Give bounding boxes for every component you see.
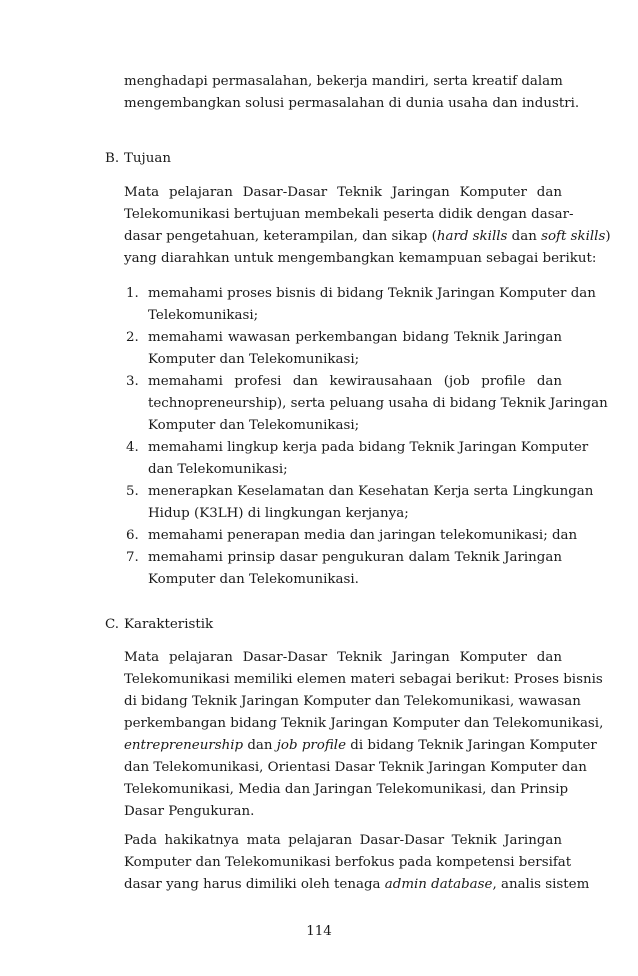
text-line: memahami lingkup kerja pada bidang Teknik Jaringan Komputer — [148, 440, 589, 455]
text-run-italic: admin database — [384, 877, 493, 892]
text-line: Pada hakikatnya mata pelajaran Dasar-Dasar Teknik Jaringan — [124, 833, 562, 848]
list-number: 3. — [126, 374, 139, 389]
text-run: dasar pengetahuan, keterampilan, dan sikap ( — [124, 229, 437, 244]
text-line: Dasar Pengukuran. — [124, 804, 255, 819]
list-item — [124, 481, 594, 525]
text-line: Telekomunikasi memiliki elemen materi sebagai berikut: Proses bisnis — [124, 672, 603, 687]
text-line: menghadapi permasalahan, bekerja mandiri, serta kreatif dalam — [124, 74, 563, 89]
text-line: yang diarahkan untuk mengembangkan kemampuan sebagai berikut: — [124, 251, 597, 266]
text-line: Komputer dan Telekomunikasi berfokus pada kompetensi bersifat — [124, 855, 572, 870]
section-c-letter: C. — [105, 617, 120, 632]
page-number: 114 — [306, 924, 332, 939]
text-line: di bidang Teknik Jaringan Komputer dan Telekomunikasi, wawasan — [124, 694, 581, 709]
text-line: memahami proses bisnis di bidang Teknik Jaringan Komputer dan — [148, 286, 596, 301]
list-number: 2. — [126, 330, 139, 345]
list-item — [124, 283, 596, 327]
section-c-title: Karakteristik — [124, 617, 214, 632]
text-line: Mata pelajaran Dasar-Dasar Teknik Jaringan Komputer dan — [124, 650, 562, 665]
text-run-italic: soft skills — [541, 229, 606, 244]
text-line: Komputer dan Telekomunikasi; — [148, 352, 360, 367]
text-line: mengembangkan solusi permasalahan di dunia usaha dan industri. — [124, 96, 580, 111]
section-c-heading — [105, 614, 213, 636]
text-line: memahami profesi dan kewirausahaan (job profile dan — [148, 374, 562, 389]
text-line — [124, 735, 597, 757]
list-item — [124, 327, 562, 371]
text-run: di bidang Teknik Jaringan Komputer — [346, 738, 597, 753]
list-number: 7. — [126, 550, 139, 565]
text-run-italic: entrepreneurship — [124, 738, 244, 753]
text-line: Komputer dan Telekomunikasi; — [148, 418, 360, 433]
text-run: dan — [507, 229, 542, 244]
text-run-italic: hard skills — [436, 229, 508, 244]
text-line: Mata pelajaran Dasar-Dasar Teknik Jaringan Komputer dan — [124, 185, 562, 200]
list-item — [124, 437, 589, 481]
text-line: dan Telekomunikasi; — [148, 462, 288, 477]
text-line: Komputer dan Telekomunikasi. — [148, 572, 359, 587]
text-line: dan Telekomunikasi, Orientasi Dasar Teknik Jaringan Komputer dan — [124, 760, 587, 775]
list-number: 5. — [126, 484, 139, 499]
list-number: 6. — [126, 528, 139, 543]
text-line: perkembangan bidang Teknik Jaringan Komputer dan Telekomunikasi, — [124, 716, 604, 731]
section-c-paragraph-2 — [124, 830, 590, 896]
text-line — [124, 874, 590, 896]
text-run: dasar yang harus dimiliki oleh tenaga — [124, 877, 385, 892]
text-line: memahami wawasan perkembangan bidang Teknik Jaringan — [148, 330, 562, 345]
text-line: technopreneurship), serta peluang usaha di bidang Teknik Jaringan — [148, 396, 608, 411]
list-item — [124, 371, 608, 437]
section-c-paragraph-1 — [124, 647, 604, 823]
section-b-heading — [105, 148, 171, 170]
list-item — [124, 525, 578, 547]
text-line — [124, 226, 611, 248]
section-b-paragraph — [124, 182, 611, 270]
list-item — [124, 547, 562, 591]
text-run: ) — [605, 229, 611, 244]
text-line: Telekomunikasi bertujuan membekali peserta didik dengan dasar- — [124, 207, 574, 222]
text-line: Telekomunikasi; — [148, 308, 259, 323]
text-line: memahami prinsip dasar pengukuran dalam Teknik Jaringan — [148, 550, 562, 565]
text-run: dan — [243, 738, 277, 753]
objectives-list — [124, 283, 608, 591]
list-number: 1. — [126, 286, 139, 301]
text-line: memahami penerapan media dan jaringan telekomunikasi; dan — [148, 528, 578, 543]
text-line: Hidup (K3LH) di lingkungan kerjanya; — [148, 506, 409, 521]
list-number: 4. — [126, 440, 139, 455]
intro-paragraph — [124, 71, 580, 115]
text-run-italic: job profile — [276, 738, 346, 753]
text-line: menerapkan Keselamatan dan Kesehatan Kerja serta Lingkungan — [148, 484, 594, 499]
section-b-letter: B. — [105, 151, 120, 166]
text-run: , analis sistem — [492, 877, 590, 892]
section-b-title: Tujuan — [124, 151, 171, 166]
text-line: Telekomunikasi, Media dan Jaringan Telekomunikasi, dan Prinsip — [124, 782, 569, 797]
